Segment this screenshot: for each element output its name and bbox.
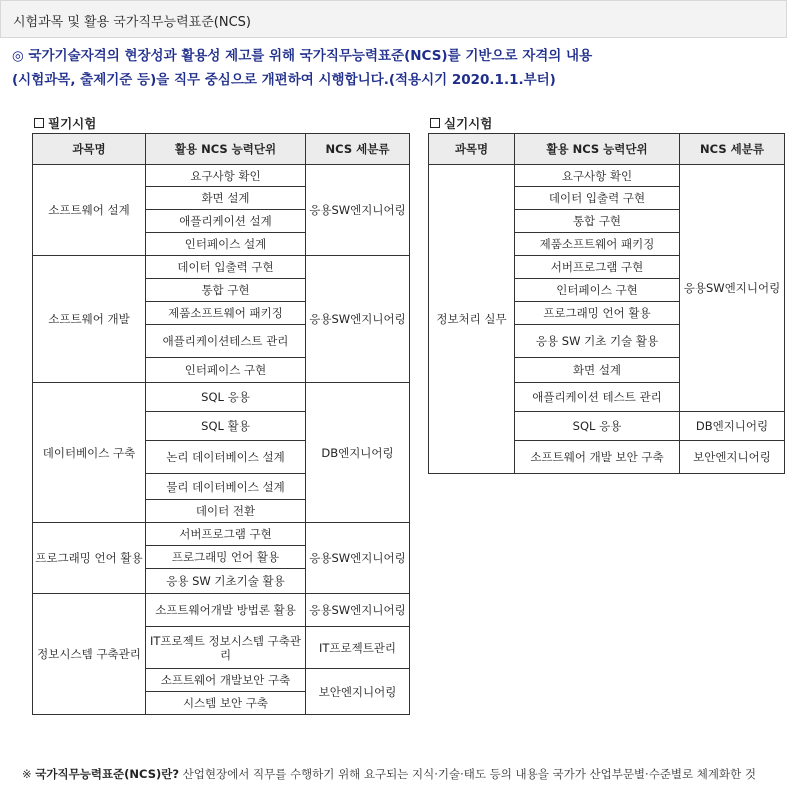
ncs-category-cell: 응용SW엔지니어링 bbox=[306, 256, 410, 383]
ncs-category-cell: 응용SW엔지니어링 bbox=[306, 165, 410, 256]
note-text: 산업현장에서 직무를 수행하기 위해 요구되는 지식·기술·태도 등의 내용을 국가가 산업부문별·수준별로 체계화한 것 bbox=[179, 767, 756, 781]
column-header-subject: 과목명 bbox=[33, 134, 146, 165]
ncs-unit-cell: 소프트웨어 개발 보안 구축 bbox=[515, 441, 680, 474]
ncs-category-cell: DB엔지니어링 bbox=[680, 412, 785, 441]
subject-cell: 데이터베이스 구축 bbox=[33, 383, 146, 523]
ncs-unit-cell: 프로그래밍 언어 활용 bbox=[146, 546, 306, 569]
ncs-unit-cell: 제품소프트웨어 패키징 bbox=[146, 302, 306, 325]
ncs-unit-cell: 인터페이스 설계 bbox=[146, 233, 306, 256]
ncs-unit-cell: SQL 응용 bbox=[146, 383, 306, 412]
ncs-unit-cell: SQL 활용 bbox=[146, 412, 306, 441]
ncs-unit-cell: 애플리케이션테스트 관리 bbox=[146, 325, 306, 358]
ncs-unit-cell: 제품소프트웨어 패키징 bbox=[515, 233, 680, 256]
ncs-unit-cell: 인터페이스 구현 bbox=[515, 279, 680, 302]
page-header bbox=[0, 0, 787, 38]
ncs-category-cell: 보안엔지니어링 bbox=[680, 441, 785, 474]
ncs-category-cell: 응용SW엔지니어링 bbox=[306, 594, 410, 627]
subject-cell: 소프트웨어 설계 bbox=[33, 165, 146, 256]
ncs-unit-cell: 소프트웨어개발 방법론 활용 bbox=[146, 594, 306, 627]
ncs-unit-cell: 화면 설계 bbox=[515, 358, 680, 383]
table-row bbox=[33, 594, 410, 627]
table-header-row bbox=[429, 134, 785, 165]
ncs-unit-cell: 통합 구현 bbox=[515, 210, 680, 233]
practical-exam-title: 실기시험 bbox=[430, 114, 492, 132]
subject-cell: 프로그래밍 언어 활용 bbox=[33, 523, 146, 594]
table-row bbox=[33, 383, 410, 412]
ncs-category-cell: 응용SW엔지니어링 bbox=[306, 523, 410, 594]
ncs-category-cell: IT프로젝트관리 bbox=[306, 627, 410, 669]
column-header-ncs-unit: 활용 NCS 능력단위 bbox=[515, 134, 680, 165]
ncs-unit-cell: 시스템 보안 구축 bbox=[146, 692, 306, 715]
ncs-unit-cell: 요구사항 확인 bbox=[515, 165, 680, 187]
ncs-unit-cell: 프로그래밍 언어 활용 bbox=[515, 302, 680, 325]
ncs-unit-cell: IT프로젝트 정보시스템 구축관리 bbox=[146, 627, 306, 669]
ncs-unit-cell: 물리 데이터베이스 설계 bbox=[146, 474, 306, 500]
ncs-unit-cell: 데이터 입출력 구현 bbox=[515, 187, 680, 210]
practical-exam-table bbox=[428, 133, 785, 474]
ncs-unit-cell: 응용 SW 기초기술 활용 bbox=[146, 569, 306, 594]
ncs-unit-cell: 데이터 전환 bbox=[146, 500, 306, 523]
ncs-unit-cell: 인터페이스 구현 bbox=[146, 358, 306, 383]
table-row bbox=[33, 256, 410, 279]
ncs-unit-cell: 서버프로그램 구현 bbox=[146, 523, 306, 546]
intro-line-2: (시험과목, 출제기준 등)을 직무 중심으로 개편하여 시행합니다.(적용시기 2020.1.1.부터) bbox=[12, 72, 556, 88]
note-term: 국가직무능력표준(NCS)란? bbox=[35, 767, 180, 781]
subject-cell: 정보처리 실무 bbox=[429, 165, 515, 474]
ncs-category-cell: DB엔지니어링 bbox=[306, 383, 410, 523]
ncs-unit-cell: 논리 데이터베이스 설계 bbox=[146, 441, 306, 474]
ncs-category-cell: 보안엔지니어링 bbox=[306, 669, 410, 715]
ncs-definition-note bbox=[22, 766, 782, 783]
column-header-ncs-unit: 활용 NCS 능력단위 bbox=[146, 134, 306, 165]
ncs-unit-cell: 응용 SW 기초 기술 활용 bbox=[515, 325, 680, 358]
ncs-category-cell: 응용SW엔지니어링 bbox=[680, 165, 785, 412]
page-title: 시험과목 및 활용 국가직무능력표준(NCS) bbox=[13, 15, 251, 30]
table-row bbox=[33, 165, 410, 187]
table-header-row bbox=[33, 134, 410, 165]
ncs-unit-cell: SQL 응용 bbox=[515, 412, 680, 441]
ncs-unit-cell: 소프트웨어 개발보안 구축 bbox=[146, 669, 306, 692]
intro-line-1: ◎ 국가기술자격의 현장성과 활용성 제고를 위해 국가직무능력표준(NCS)를 기반으로 자격의 내용 bbox=[12, 48, 593, 64]
ncs-unit-cell: 애플리케이션 테스트 관리 bbox=[515, 383, 680, 412]
table-row bbox=[429, 165, 785, 187]
ncs-unit-cell: 요구사항 확인 bbox=[146, 165, 306, 187]
intro-notice bbox=[12, 44, 782, 92]
ncs-unit-cell: 화면 설계 bbox=[146, 187, 306, 210]
subject-cell: 정보시스템 구축관리 bbox=[33, 594, 146, 715]
checkbox-square-icon bbox=[34, 118, 44, 128]
note-mark: ※ bbox=[22, 767, 32, 781]
table-row bbox=[33, 523, 410, 546]
column-header-ncs-category: NCS 세분류 bbox=[680, 134, 785, 165]
checkbox-square-icon bbox=[430, 118, 440, 128]
written-exam-title: 필기시험 bbox=[34, 114, 96, 132]
ncs-unit-cell: 서버프로그램 구현 bbox=[515, 256, 680, 279]
ncs-unit-cell: 애플리케이션 설계 bbox=[146, 210, 306, 233]
column-header-ncs-category: NCS 세분류 bbox=[306, 134, 410, 165]
column-header-subject: 과목명 bbox=[429, 134, 515, 165]
written-exam-table bbox=[32, 133, 410, 715]
ncs-unit-cell: 통합 구현 bbox=[146, 279, 306, 302]
ncs-unit-cell: 데이터 입출력 구현 bbox=[146, 256, 306, 279]
subject-cell: 소프트웨어 개발 bbox=[33, 256, 146, 383]
